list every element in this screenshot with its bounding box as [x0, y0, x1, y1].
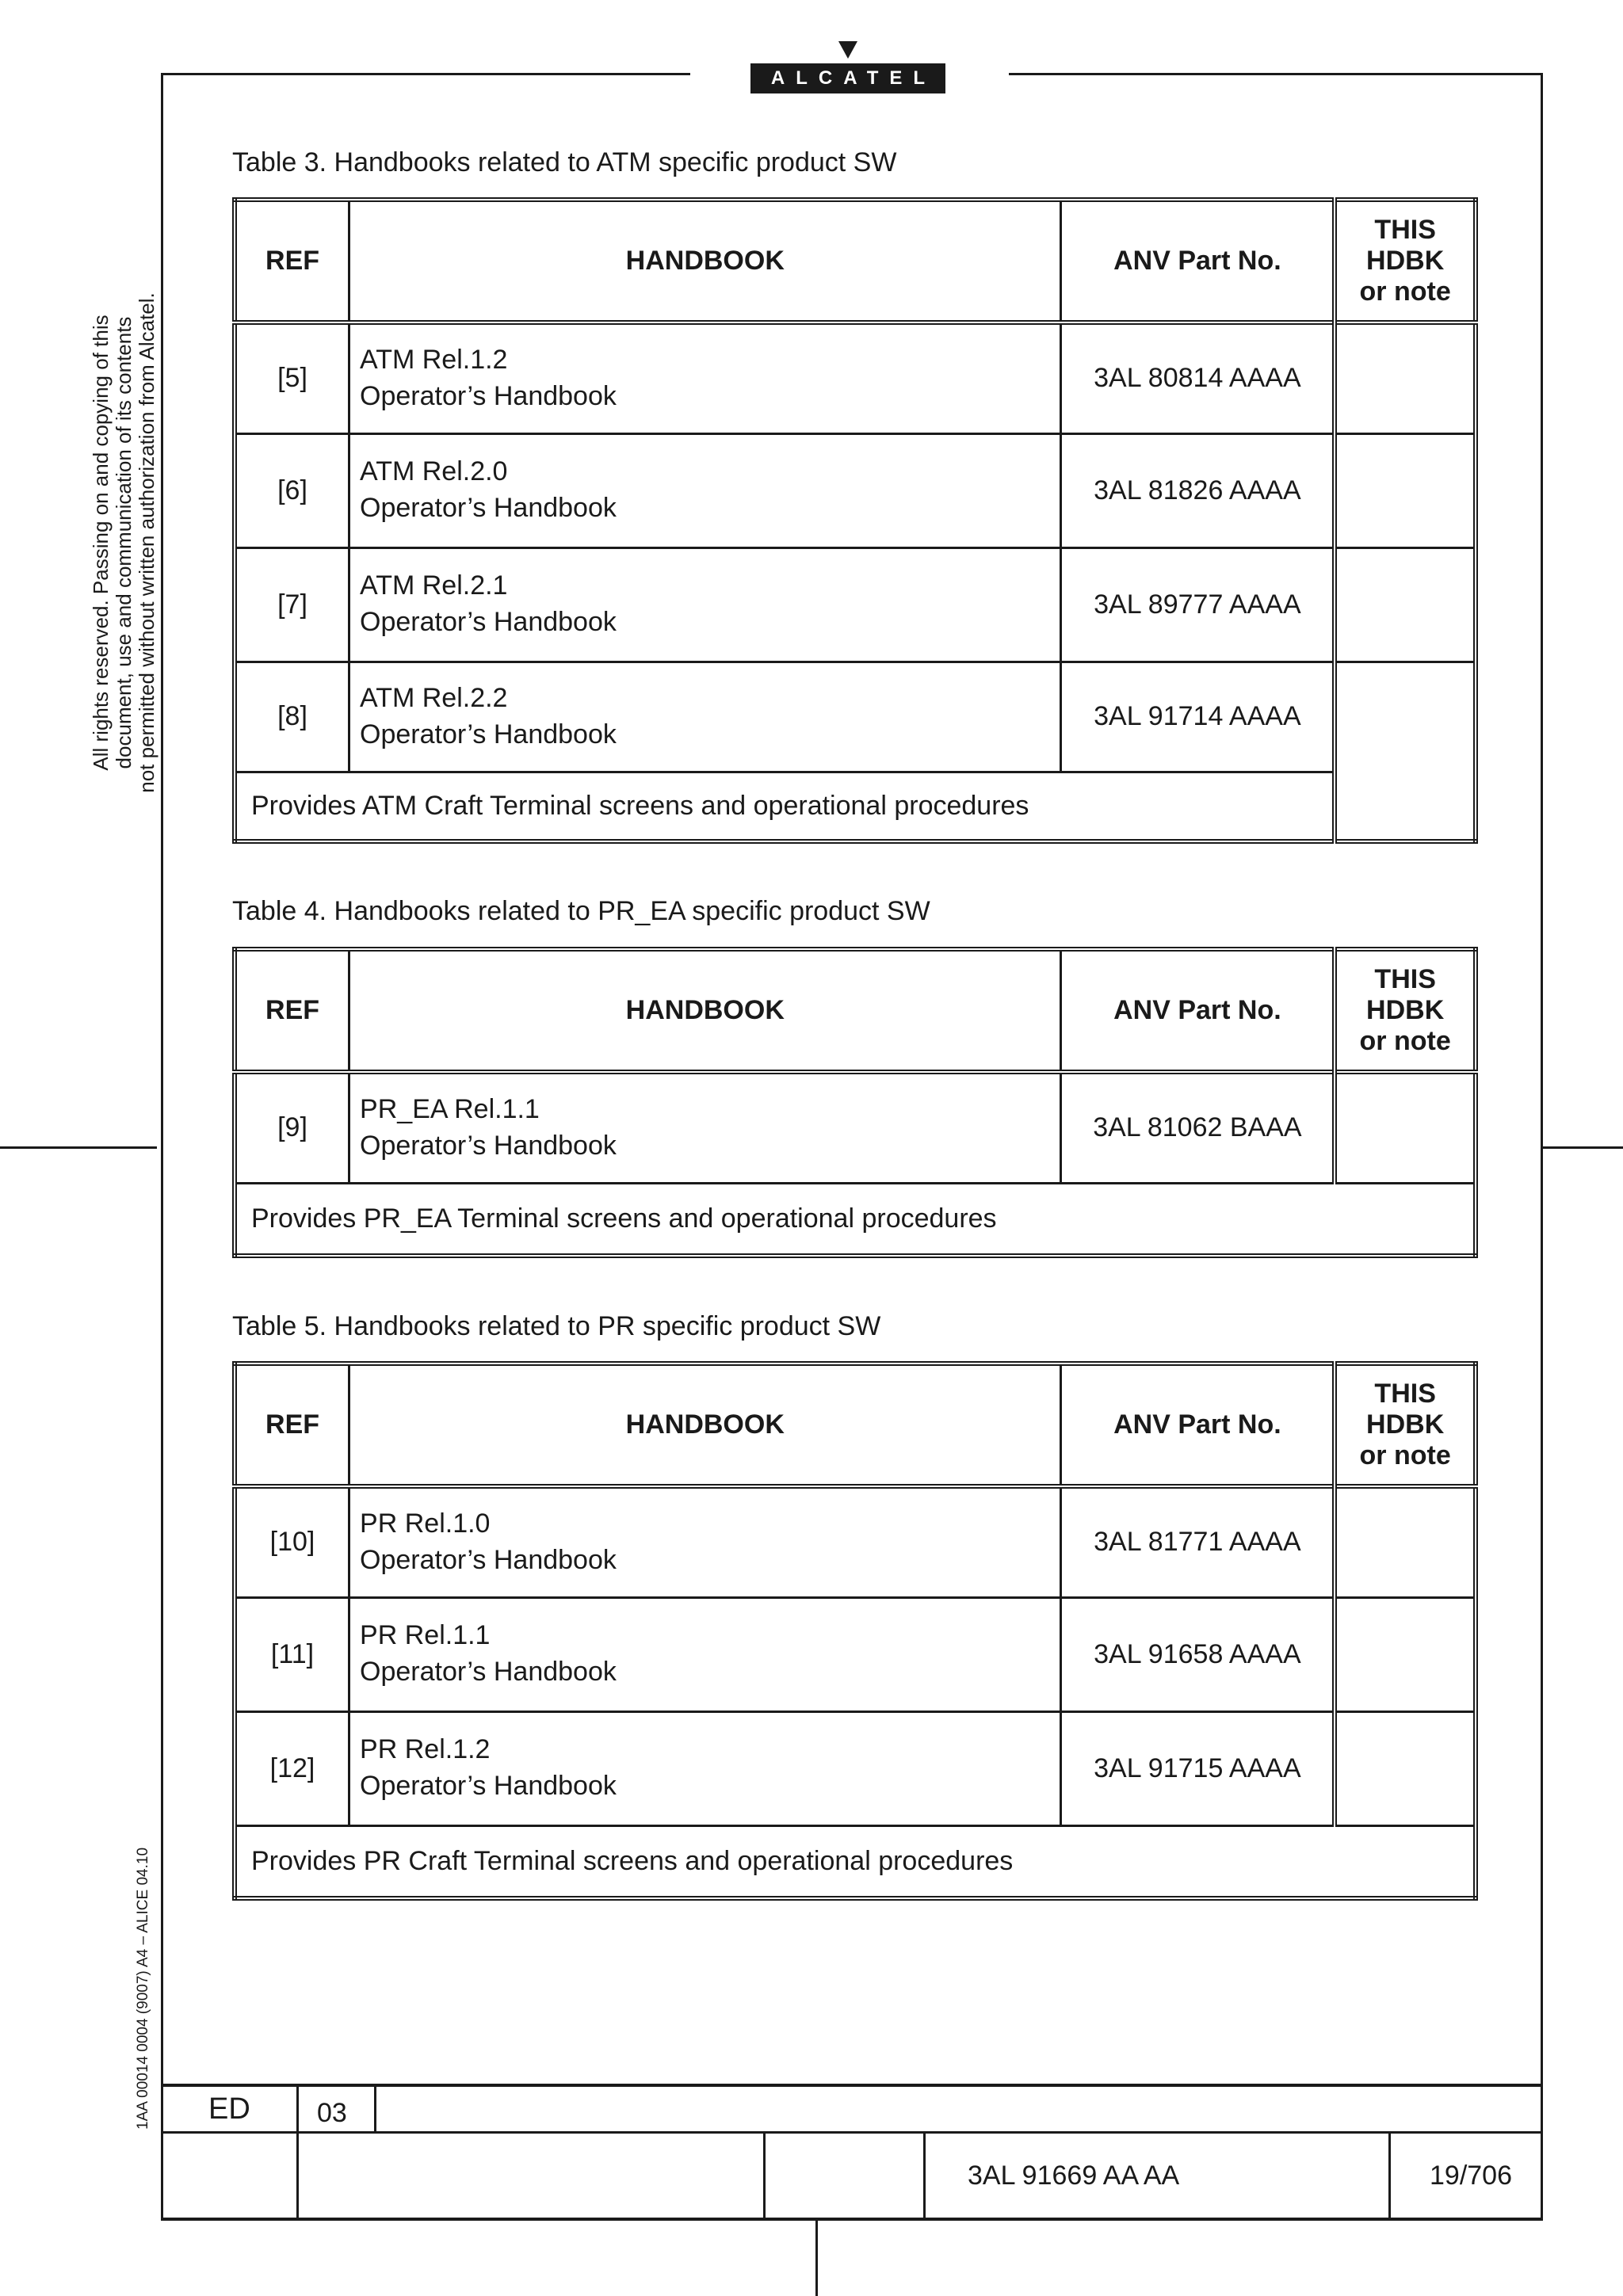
part-number-cell: 3AL 89777 AAAA [1061, 547, 1335, 662]
this-hdbk-header: THIS HDBK or note [1335, 1363, 1476, 1486]
footer-divider [763, 2131, 766, 2220]
ref-cell: [6] [235, 433, 349, 547]
handbook-cell: PR_EA Rel.1.1 Operator’s Handbook [349, 1072, 1061, 1183]
handbook-header: HANDBOOK [349, 1363, 1061, 1486]
handbook-cell: PR Rel.1.2 Operator’s Handbook [349, 1711, 1061, 1825]
note-cell [1335, 1486, 1476, 1597]
frame-top-left [161, 73, 690, 75]
note-cell [1335, 1072, 1476, 1183]
anv-part-header: ANV Part No. [1061, 200, 1335, 322]
table-description: Provides PR_EA Terminal screens and operational procedures [235, 1183, 1476, 1256]
handbook-cell: ATM Rel.2.1 Operator’s Handbook [349, 547, 1061, 662]
handbook-cell: PR Rel.1.0 Operator’s Handbook [349, 1486, 1061, 1597]
note-cell [1335, 662, 1476, 841]
part-number-cell: 3AL 91658 AAAA [1061, 1597, 1335, 1711]
alcatel-logo: ALCATEL [750, 63, 945, 93]
handbook-cell: PR Rel.1.1 Operator’s Handbook [349, 1597, 1061, 1711]
table-row [235, 1711, 1476, 1825]
note-cell [1335, 547, 1476, 662]
table-4 [232, 947, 1478, 1258]
description-row [235, 772, 1476, 841]
edition-value: 03 [317, 2098, 347, 2128]
table-header-row [235, 949, 1476, 1072]
this-hdbk-header: THIS HDBK or note [1335, 949, 1476, 1072]
note-cell [1335, 1597, 1476, 1711]
handbook-header: HANDBOOK [349, 200, 1061, 322]
frame-left [161, 73, 163, 2220]
page-number: 19/706 [1430, 2161, 1512, 2191]
edition-label: ED [208, 2092, 250, 2126]
part-number-cell: 3AL 91714 AAAA [1061, 662, 1335, 772]
anv-part-header: ANV Part No. [1061, 1363, 1335, 1486]
ref-cell: [12] [235, 1711, 349, 1825]
note-cell [1335, 322, 1476, 433]
part-number-cell: 3AL 81062 BAAA [1061, 1072, 1335, 1183]
table-header-row [235, 1363, 1476, 1486]
ref-cell: [11] [235, 1597, 349, 1711]
ref-cell: [8] [235, 662, 349, 772]
ref-header: REF [235, 200, 349, 322]
ref-cell: [10] [235, 1486, 349, 1597]
ref-header: REF [235, 1363, 349, 1486]
table-description: Provides PR Craft Terminal screens and operational procedures [235, 1825, 1476, 1898]
table-row [235, 322, 1476, 433]
table-header-row [235, 200, 1476, 322]
table-row [235, 547, 1476, 662]
table-row [235, 662, 1476, 772]
table-3 [232, 197, 1478, 844]
footer-divider [1388, 2131, 1391, 2220]
table-5 [232, 1361, 1478, 1901]
copyright-notice: All rights reserved. Passing on and copying of this document, use and communication of its contents not permitted without written authorization from Alcatel. [89, 292, 158, 793]
table-3-caption: Table 3. Handbooks related to ATM specific product SW [232, 147, 897, 177]
table-4-caption: Table 4. Handbooks related to PR_EA specific product SW [232, 896, 930, 926]
note-cell [1335, 433, 1476, 547]
table-row [235, 1486, 1476, 1597]
handbook-cell: ATM Rel.2.0 Operator’s Handbook [349, 433, 1061, 547]
this-hdbk-header: THIS HDBK or note [1335, 200, 1476, 322]
table-row [235, 1072, 1476, 1183]
part-number-cell: 3AL 80814 AAAA [1061, 322, 1335, 433]
document-number: 3AL 91669 AA AA [968, 2161, 1180, 2191]
description-row [235, 1825, 1476, 1898]
ref-cell: [5] [235, 322, 349, 433]
footer-divider [923, 2131, 926, 2220]
footer-mid-line [161, 2131, 1543, 2134]
part-number-cell: 3AL 91715 AAAA [1061, 1711, 1335, 1825]
ref-header: REF [235, 949, 349, 1072]
frame-top-right [1009, 73, 1543, 75]
footer-divider [296, 2084, 299, 2220]
logo-triangle-icon [838, 41, 857, 59]
handbook-cell: ATM Rel.1.2 Operator’s Handbook [349, 322, 1061, 433]
footer-bottom-line [161, 2218, 1543, 2221]
table-5-caption: Table 5. Handbooks related to PR specific product SW [232, 1311, 881, 1341]
part-number-cell: 3AL 81826 AAAA [1061, 433, 1335, 547]
fold-mark-left [0, 1146, 157, 1149]
anv-part-header: ANV Part No. [1061, 949, 1335, 1072]
table-row [235, 1597, 1476, 1711]
ref-cell: [7] [235, 547, 349, 662]
footer-divider [374, 2084, 376, 2133]
form-code: 1AA 00014 0004 (9007) A4 – ALICE 04.10 [135, 1847, 151, 2130]
fold-mark-right [1543, 1146, 1623, 1149]
fold-mark-bottom [815, 2220, 818, 2296]
description-row [235, 1183, 1476, 1256]
handbook-header: HANDBOOK [349, 949, 1061, 1072]
part-number-cell: 3AL 81771 AAAA [1061, 1486, 1335, 1597]
handbook-cell: ATM Rel.2.2 Operator’s Handbook [349, 662, 1061, 772]
footer-top-line [161, 2084, 1543, 2087]
ref-cell: [9] [235, 1072, 349, 1183]
table-row [235, 433, 1476, 547]
table-description: Provides ATM Craft Terminal screens and operational procedures [235, 772, 1335, 841]
note-cell [1335, 1711, 1476, 1825]
